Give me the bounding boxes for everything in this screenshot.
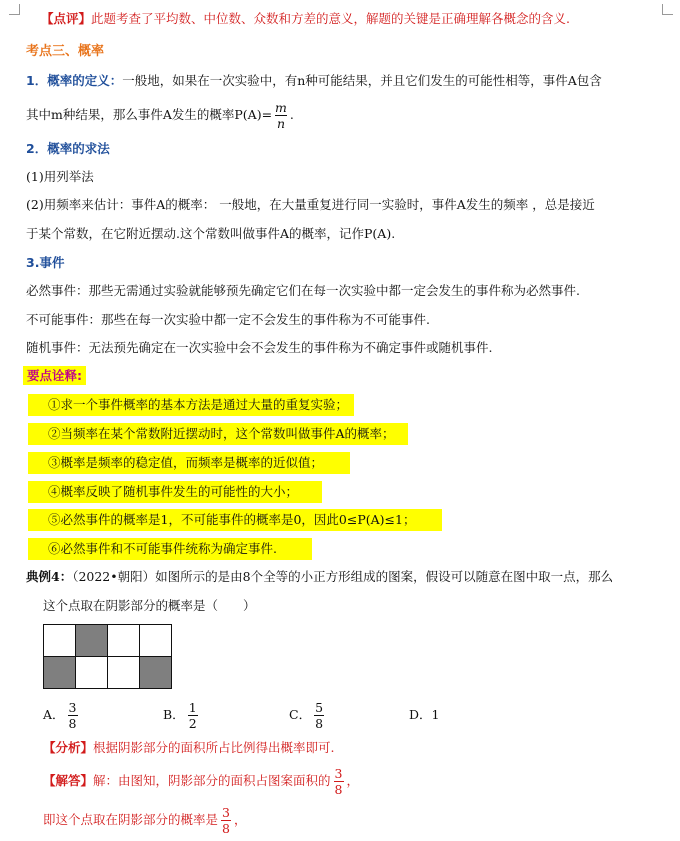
events-label: 3.事件 [26, 255, 65, 270]
method-label: 2．概率的求法 [26, 141, 110, 156]
grid-cell [44, 625, 76, 657]
section-title: 考点三、概率 [26, 44, 105, 59]
grid-cell-shaded [140, 657, 172, 689]
key-point-5: ⑤必然事件的概率是1，不可能事件的概率是0，因此0≤P(A)≤1； [28, 509, 442, 531]
analysis: 【分析】根据阴影部分的面积所占比例得出概率即可. [43, 740, 335, 755]
grid-cell-shaded [76, 625, 108, 657]
grid-cell [108, 657, 140, 689]
definition-line1: 1．概率的定义：一般地，如果在一次实验中，有n种可能结果，并且它们发生的可能性相等，事件A包含 [26, 73, 602, 88]
method-item2-line1: (2)用频率来估计：事件A的概率： 一般地，在大量重复进行同一实验时，事件A发生的频率 ，总是接近 [26, 197, 595, 212]
definition-label: 1．概率的定义： [26, 73, 123, 88]
key-point-2: ②当频率在某个常数附近摆动时，这个常数叫做事件A的概率； [28, 423, 408, 445]
comment-text: 此题考查了平均数、中位数、众数和方差的意义，解题的关键是正确理解各概念的含义. [91, 11, 570, 26]
conclusion-fraction: $\frac{3}{8}$ [222, 805, 230, 836]
analysis-tag: 【分析】 [43, 740, 94, 755]
key-points-title: 要点诠释: [23, 366, 86, 385]
random-event: 随机事件：无法预先确定在一次实验中会不会发生的事件称为不确定事件或随机事件. [26, 340, 493, 355]
grid-cell-shaded [44, 657, 76, 689]
example-line1: 典例4：（2022•朝阳）如图所示的是由8个全等的小正方形组成的图案，假设可以随意在图中取一点，那么 [26, 569, 614, 584]
certain-event: 必然事件：那些无需通过实验就能够预先确定它们在每一次实验中都一定会发生的事件称为必然事件. [26, 283, 580, 298]
definition-line2: 其中m种结果，那么事件A发生的概率P(A)= $\frac{m}{n}$ . [26, 100, 294, 131]
option-d[interactable]: D．1 [409, 707, 440, 722]
key-point-4: ④概率反映了随机事件发生的可能性的大小； [28, 481, 322, 503]
method-item2-line2: 于某个常数，在它附近摆动.这个常数叫做事件A的概率，记作P(A). [26, 226, 396, 241]
grid-cell [76, 657, 108, 689]
answer-tag: 【解答】 [43, 773, 94, 788]
answer: 【解答】解：由图知，阴影部分的面积占图案面积的 $\frac{3}{8}$ ， [43, 766, 360, 797]
option-b[interactable]: B． $\frac{1}{2}$ [163, 700, 197, 731]
answer-fraction: $\frac{3}{8}$ [334, 766, 343, 797]
square-grid-figure [43, 624, 172, 689]
impossible-event: 不可能事件：那些在每一次实验中都一定不会发生的事件称为不可能事件. [26, 312, 430, 327]
top-comment [41, 10, 570, 28]
method-item1: (1)用列举法 [26, 169, 94, 184]
conclusion: 即这个点取在阴影部分的概率是 $\frac{3}{8}$ ， [43, 805, 247, 836]
example-label: 典例4： [26, 569, 73, 584]
key-point-6: ⑥必然事件和不可能事件统称为确定事件. [28, 538, 312, 560]
option-a[interactable]: A． $\frac{3}{8}$ [43, 700, 77, 731]
fraction-m-over-n: $\frac{m}{n}$ [275, 100, 287, 131]
option-a-fraction: $\frac{3}{8}$ [68, 700, 77, 731]
comment-tag: 【点评】 [41, 11, 92, 26]
key-point-3: ③概率是频率的稳定值，而频率是概率的近似值； [28, 452, 350, 474]
grid-cell [140, 625, 172, 657]
example-line2: 这个点取在阴影部分的概率是（ ） [43, 598, 256, 613]
option-c[interactable]: C． $\frac{5}{8}$ [289, 700, 324, 731]
option-b-fraction: $\frac{1}{2}$ [188, 700, 197, 731]
grid-cell [108, 625, 140, 657]
key-point-1: ①求一个事件概率的基本方法是通过大量的重复实验； [28, 394, 354, 416]
option-c-fraction: $\frac{5}{8}$ [315, 700, 324, 731]
